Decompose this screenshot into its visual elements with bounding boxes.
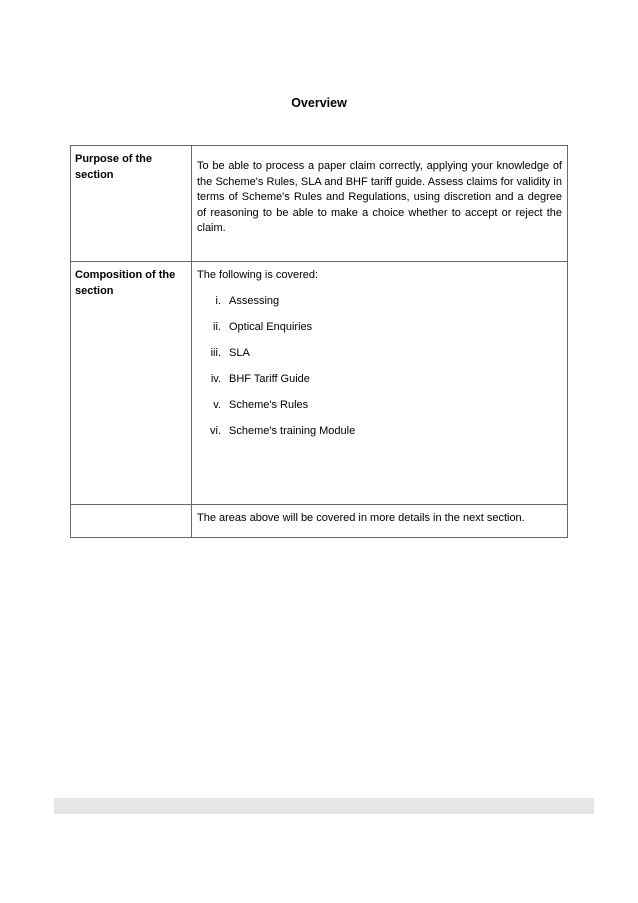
list-item (197, 320, 562, 346)
list-item-label: Scheme's Rules (229, 398, 309, 411)
purpose-text: To be able to process a paper claim correctly, applying your knowledge of the Scheme's Rules, SLA and BHF tariff guide. Assess claims for validity in terms of Scheme's Rules and Regulations, using discretion and a degree of reasoning to be able to make a choice whether to accept or reject the claim. (197, 160, 562, 235)
list-item-numeral: vi. (210, 424, 221, 437)
list-item-label: Assessing (229, 294, 280, 307)
list-item-label: SLA (229, 346, 250, 359)
table-row-composition (71, 262, 568, 505)
list-item-label: BHF Tariff Guide (229, 372, 310, 385)
list-item-numeral: v. (213, 398, 221, 411)
list-item-numeral: iv. (210, 372, 221, 385)
list-item-numeral: i. (215, 294, 221, 307)
list-item (197, 372, 562, 398)
table-row-purpose (71, 146, 568, 262)
topics-list (197, 294, 562, 450)
overview-table (70, 145, 568, 538)
list-item-numeral: ii. (213, 320, 221, 333)
list-item-label: Scheme's training Module (229, 424, 356, 437)
footer-bar (54, 798, 594, 814)
purpose-content-cell (192, 146, 568, 262)
composition-label: Composition of the section (71, 262, 192, 505)
note-label (71, 505, 192, 538)
page-title: Overview (291, 96, 347, 110)
covered-intro: The following is covered: (197, 269, 319, 281)
table-row-note (71, 505, 568, 538)
list-item (197, 398, 562, 424)
composition-content-cell (192, 262, 568, 505)
list-item (197, 424, 562, 450)
purpose-label: Purpose of the section (71, 146, 192, 262)
list-item-label: Optical Enquiries (229, 320, 313, 333)
list-item (197, 294, 562, 320)
note-content-cell (192, 505, 568, 538)
list-item (197, 346, 562, 372)
note-text: The areas above will be covered in more details in the next section. (197, 512, 525, 524)
list-item-numeral: iii. (210, 346, 221, 359)
